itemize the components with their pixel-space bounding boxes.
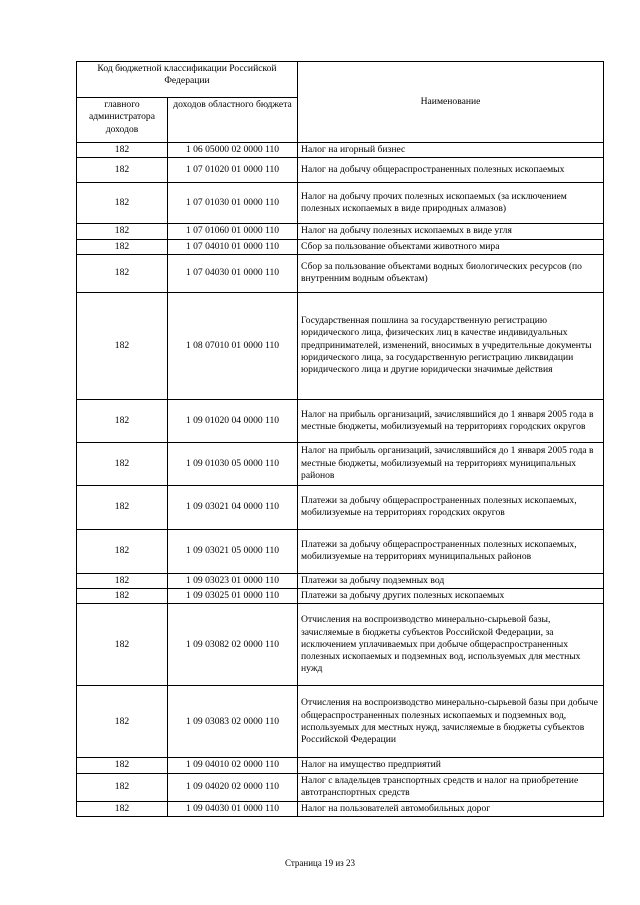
admin-code: 182: [77, 442, 168, 485]
revenue-name: Налог на прибыль организаций, зачислявшийся до 1 января 2005 года в местные бюджеты, мобилизуемый на территориях муниципальных районов: [298, 442, 604, 485]
admin-code: 182: [77, 589, 168, 604]
revenue-name: Налог на прибыль организаций, зачислявшийся до 1 января 2005 года в местные бюджеты, мобилизуемый на территориях городских округов: [298, 399, 604, 442]
table-row: [77, 529, 604, 573]
revenue-code: 1 09 03082 02 0000 110: [168, 604, 298, 686]
revenue-code: 1 09 04020 02 0000 110: [168, 773, 298, 801]
table-row: [77, 399, 604, 442]
revenue-code: 1 09 03083 02 0000 110: [168, 686, 298, 758]
revenue-name: Налог на имущество предприятий: [298, 758, 604, 773]
revenue-name: Отчисления на воспроизводство минерально-сырьевой базы, зачисляемые в бюджеты субъектов Российской Федерации, за исключением уплачиваемых при добыче общераспространенных полезных ископаемых и подземных вод, используемых для местных нужд: [298, 604, 604, 686]
admin-code: 182: [77, 573, 168, 588]
revenue-name: Сбор за пользование объектами животного мира: [298, 239, 604, 254]
revenue-code: 1 09 01030 05 0000 110: [168, 442, 298, 485]
revenue-code: 1 09 03025 01 0000 110: [168, 589, 298, 604]
revenue-name: Государственная пошлина за государственную регистрацию юридического лица, физических лиц в качестве индивидуальных предпринимателей, изменений, вносимых в учредительные документы юридического лица, за государственную регистрацию ликвидации юридического лица и другие юридически значимые действия: [298, 292, 604, 399]
revenue-name: Платежи за добычу общераспространенных полезных ископаемых, мобилизуемые на территориях городских округов: [298, 485, 604, 529]
table-row: [77, 158, 604, 183]
table-row: [77, 573, 604, 588]
table-row: [77, 224, 604, 239]
admin-code: 182: [77, 604, 168, 686]
revenue-code: 1 09 04010 02 0000 110: [168, 758, 298, 773]
admin-code: 182: [77, 485, 168, 529]
table-row: [77, 239, 604, 254]
revenue-code: 1 07 01020 01 0000 110: [168, 158, 298, 183]
admin-code: 182: [77, 254, 168, 292]
revenue-name: Налог на добычу общераспространенных полезных ископаемых: [298, 158, 604, 183]
admin-code: 182: [77, 143, 168, 158]
revenue-name: Налог на добычу прочих полезных ископаемых (за исключением полезных ископаемых в виде природных алмазов): [298, 183, 604, 224]
revenue-name: Платежи за добычу других полезных ископаемых: [298, 589, 604, 604]
table-row: [77, 773, 604, 801]
revenue-name: Платежи за добычу общераспространенных полезных ископаемых, мобилизуемые на территориях муниципальных районов: [298, 529, 604, 573]
revenue-code: 1 07 04010 01 0000 110: [168, 239, 298, 254]
admin-code: 182: [77, 529, 168, 573]
revenue-code: 1 09 03023 01 0000 110: [168, 573, 298, 588]
table-row: [77, 758, 604, 773]
table-row: [77, 442, 604, 485]
table-row: [77, 485, 604, 529]
admin-code: 182: [77, 758, 168, 773]
revenue-name: Платежи за добычу подземных вод: [298, 573, 604, 588]
revenue-code: 1 08 07010 01 0000 110: [168, 292, 298, 399]
revenue-code: 1 09 01020 04 0000 110: [168, 399, 298, 442]
revenue-name: Сбор за пользование объектами водных биологических ресурсов (по внутренним водным объектам): [298, 254, 604, 292]
table-row: [77, 254, 604, 292]
admin-code: 182: [77, 158, 168, 183]
admin-code: 182: [77, 183, 168, 224]
table-row: [77, 183, 604, 224]
admin-code: 182: [77, 773, 168, 801]
revenue-code: 1 09 03021 05 0000 110: [168, 529, 298, 573]
admin-code: 182: [77, 686, 168, 758]
revenue-name: Налог с владельцев транспортных средств и налог на приобретение автотранспортных средств: [298, 773, 604, 801]
admin-code: 182: [77, 399, 168, 442]
table-row: [77, 589, 604, 604]
table-body: [77, 143, 604, 817]
revenue-name: Налог на пользователей автомобильных дорог: [298, 801, 604, 816]
page-number: Страница 19 из 23: [285, 858, 355, 868]
table-header-row: [77, 62, 604, 98]
revenue-code: 1 06 05000 02 0000 110: [168, 143, 298, 158]
revenue-name: Налог на добычу полезных ископаемых в виде угля: [298, 224, 604, 239]
admin-code: 182: [77, 801, 168, 816]
revenue-code: 1 07 01060 01 0000 110: [168, 224, 298, 239]
revenue-name: Налог на игорный бизнес: [298, 143, 604, 158]
revenue-code: 1 09 03021 04 0000 110: [168, 485, 298, 529]
header-regional-budget-revenue: доходов областного бюджета: [168, 98, 298, 143]
revenue-code: 1 07 01030 01 0000 110: [168, 183, 298, 224]
table-row: [77, 143, 604, 158]
table-row: [77, 801, 604, 816]
revenue-name: Отчисления на воспроизводство минерально-сырьевой базы при добыче общераспространенных полезных ископаемых и подземных вод, используемых для местных нужд, зачисляемые в бюджеты субъектов Российской Федерации: [298, 686, 604, 758]
table-row: [77, 292, 604, 399]
table-row: [77, 686, 604, 758]
header-main-administrator: главного администратора доходов: [77, 98, 168, 143]
header-name: Наименование: [298, 62, 604, 143]
table-row: [77, 604, 604, 686]
admin-code: 182: [77, 239, 168, 254]
header-budget-code-group: Код бюджетной классификации Российской Федерации: [77, 62, 298, 98]
revenue-code: 1 07 04030 01 0000 110: [168, 254, 298, 292]
admin-code: 182: [77, 292, 168, 399]
budget-classification-table: [76, 61, 604, 817]
admin-code: 182: [77, 224, 168, 239]
revenue-code: 1 09 04030 01 0000 110: [168, 801, 298, 816]
